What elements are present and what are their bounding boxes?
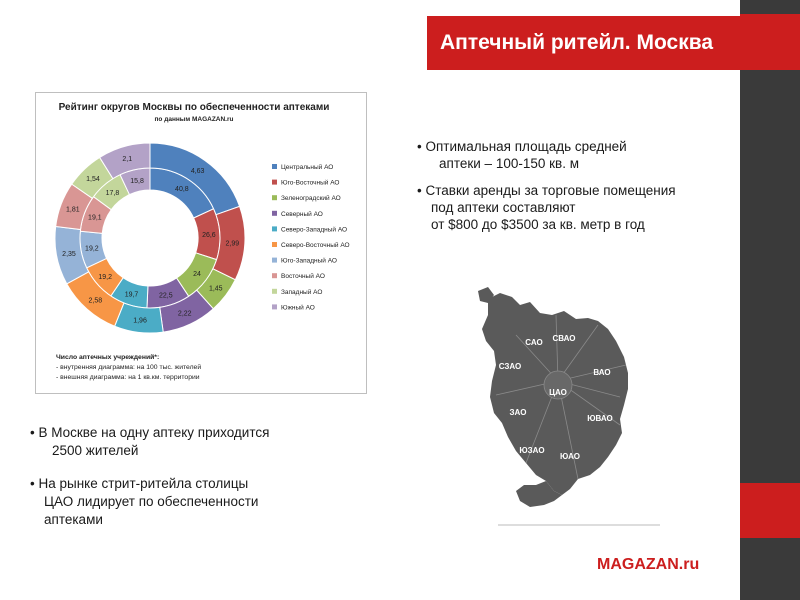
map-label-vao: ВАО: [593, 368, 611, 377]
inner-ring-label: 22,5: [158, 292, 173, 300]
chart-subtitle: по данным MAGAZAN.ru: [154, 116, 234, 123]
map-label-yuvao: ЮВАО: [587, 414, 613, 423]
map-label-szao: СЗАО: [498, 362, 522, 371]
bullet-line: под аптеки составляют: [431, 200, 576, 215]
bullet-line: аптеки – 100-150 кв. м: [439, 156, 579, 171]
outer-ring-label: 1,54: [86, 175, 100, 183]
legend-label: Юго-Восточный АО: [281, 179, 340, 187]
outer-ring-label: 2,99: [225, 240, 240, 248]
legend-swatch: [272, 304, 277, 309]
legend-label: Северо-Западный АО: [281, 226, 348, 234]
side-accent-bottom: [740, 483, 800, 538]
legend-swatch: [272, 195, 277, 200]
map-label-yuao: ЮАО: [560, 452, 580, 461]
map-label-yuzao: ЮЗАО: [519, 446, 545, 455]
map-label-zao: ЗАО: [509, 408, 527, 417]
legend-label: Южный АО: [281, 304, 315, 312]
bullet-line: • Ставки аренды за торговые помещения: [417, 183, 676, 198]
legend-swatch: [272, 289, 277, 294]
bullet-line: • В Москве на одну аптеку приходится: [30, 425, 270, 440]
outer-ring-label: 2,58: [88, 297, 103, 305]
inner-ring-label: 19,7: [124, 291, 139, 299]
right-bullet-list: [417, 138, 737, 243]
inner-ring-label: 19,2: [85, 245, 99, 253]
legend-swatch: [272, 211, 277, 216]
slide-title: Аптечный ритейл. Москва: [427, 16, 750, 70]
legend-swatch: [272, 273, 277, 278]
map-label-cao: ЦАО: [549, 388, 567, 397]
donut-chart-svg: [36, 93, 368, 395]
moscow-map-svg: [470, 285, 665, 530]
legend-label: Зеленоградский АО: [281, 195, 341, 203]
inner-ring-label: 26,6: [202, 232, 216, 240]
chart-note-line: Число аптечных учреждений*:: [56, 354, 160, 361]
legend-swatch: [272, 164, 277, 169]
left-bullet-list: [30, 424, 350, 544]
legend-label: Западный АО: [281, 288, 323, 296]
legend-swatch: [272, 226, 277, 231]
outer-ring-label: 2,22: [177, 310, 192, 318]
moscow-district-map: [470, 285, 665, 530]
outer-ring-label: 2,35: [62, 251, 76, 259]
legend-label: Северо-Восточный АО: [281, 242, 350, 249]
bullet-line: от $800 до $3500 за кв. метр в год: [431, 217, 645, 232]
outer-ring-label: 2,1: [122, 156, 133, 164]
chart-note-line: - внутренняя диаграмма: на 100 тыс. жителей: [56, 364, 202, 371]
bullet-line: ЦАО лидирует по обеспеченности: [44, 494, 259, 509]
map-label-svao: СВАО: [552, 334, 576, 343]
bullet-line: • Оптимальная площадь средней: [417, 139, 627, 154]
inner-ring-label: 19,1: [88, 214, 102, 222]
brand-logo-text: MAGAZAN.ru: [597, 556, 700, 573]
legend-swatch: [272, 242, 277, 247]
inner-ring-label: 17,8: [105, 190, 120, 198]
chart-note-line: - внешняя диаграмма: на 1 кв.км. территории: [56, 374, 200, 381]
inner-ring-label: 15,8: [130, 177, 144, 185]
outer-ring-label: 1,96: [133, 317, 147, 325]
inner-ring-label: 19,2: [98, 273, 112, 281]
outer-ring-label: 4,63: [190, 168, 205, 176]
bullet-line: аптеками: [44, 512, 103, 527]
legend-swatch: [272, 180, 277, 185]
map-label-sao: САО: [525, 338, 543, 347]
bullet-pharmacy-area: [417, 138, 737, 172]
bullet-rent-rates: [417, 182, 737, 233]
legend-label: Центральный АО: [281, 164, 334, 171]
legend-label: Северный АО: [281, 210, 323, 218]
donut-chart: [35, 92, 367, 394]
legend-label: Юго-Западный АО: [281, 257, 337, 265]
chart-title: Рейтинг округов Москвы по обеспеченности аптеками: [58, 102, 330, 113]
outer-ring-label: 1,81: [66, 206, 80, 214]
inner-ring-label: 24: [193, 271, 201, 279]
legend-label: Восточный АО: [281, 273, 325, 281]
legend-swatch: [272, 258, 277, 263]
bullet-cao-leader: [30, 475, 350, 529]
bullet-line: • На рынке стрит-ритейла столицы: [30, 476, 249, 491]
bullet-residents-per-pharmacy: [30, 424, 350, 460]
bullet-line: 2500 жителей: [52, 443, 139, 458]
outer-ring-label: 1,45: [208, 285, 223, 293]
inner-ring-label: 40,8: [175, 185, 189, 193]
